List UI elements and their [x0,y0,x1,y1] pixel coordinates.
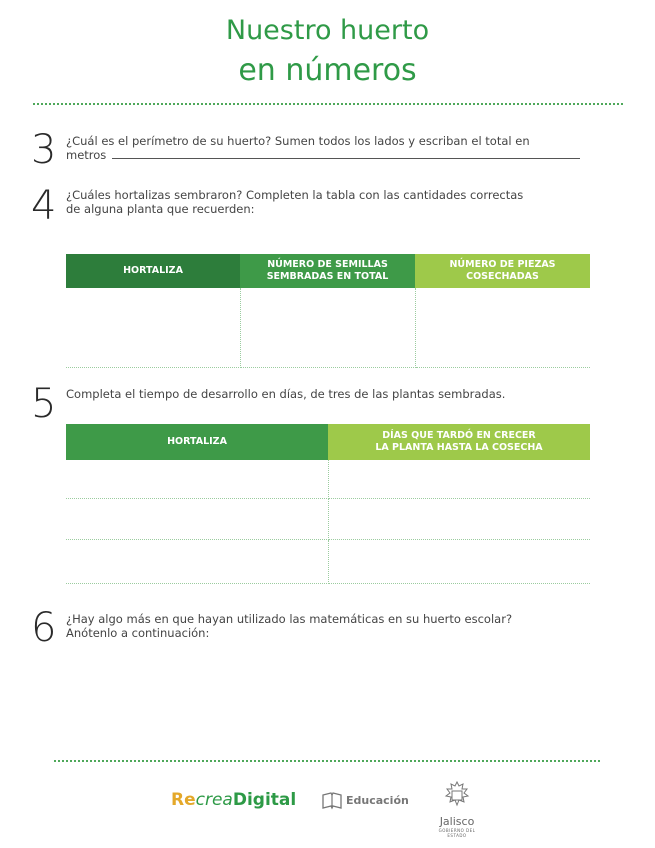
logo-crea: crea [195,790,233,810]
educacion-logo [322,792,409,832]
question-6-line-2: Anótenlo a continuación: [66,626,210,640]
growth-table-header-days-text: DÍAS QUE TARDÓ EN CRECER LA PLANTA HASTA LA COSECHA [375,430,543,453]
book-icon [322,792,342,810]
question-4-number: 4 [31,183,57,229]
crops-table-cell[interactable] [415,288,590,367]
question-5-text: Completa el tiempo de desarrollo en días, de tres de las plantas sembradas. [66,387,506,401]
page-title-line-1: Nuestro huerto [225,15,430,46]
growth-table-header-days [328,424,590,460]
crops-table-header-harvest-text: NÚMERO DE PIEZAS COSECHADAS [449,259,556,282]
educacion-text: Educación [346,794,409,807]
jalisco-seal-icon [440,780,474,810]
crops-table-cell[interactable] [66,288,240,367]
question-6-number: 6 [31,605,57,651]
growth-table-cell[interactable] [328,539,590,583]
question-3-line-2 [66,148,606,162]
crops-table-cell[interactable] [240,288,415,367]
growth-table-cell[interactable] [328,460,590,498]
bottom-divider [54,760,600,762]
growth-table-cell[interactable] [66,539,328,583]
question-6-text [66,612,606,640]
question-3-line-2-text: metros [66,148,107,162]
crops-table [66,254,590,368]
top-divider [33,103,623,105]
question-4-line-1: ¿Cuáles hortalizas sembraron? Completen la tabla con las cantidades correctas [66,188,524,202]
recrea-digital-logo [171,790,296,830]
question-4-line-2: de alguna planta que recuerden: [66,202,255,216]
growth-table [66,424,590,584]
logo-re: Re [171,790,196,810]
crops-table-header-seeds [240,254,415,288]
jalisco-logo [432,780,482,838]
question-6-line-1: ¿Hay algo más en que hayan utilizado las matemáticas en su huerto escolar? [66,612,513,626]
growth-table-header-crop: HORTALIZA [66,424,328,460]
jalisco-text: Jalisco [439,815,475,828]
question-3-text [66,134,606,162]
question-3-number: 3 [31,127,57,173]
question-3-line-1: ¿Cuál es el perímetro de su huerto? Sumen todos los lados y escriban el total en [66,134,530,148]
crops-table-header-crop: HORTALIZA [66,254,240,288]
perimeter-answer-line[interactable] [112,148,580,159]
jalisco-subtext: GOBIERNO DEL ESTADO [438,828,476,838]
question-5-number: 5 [31,381,57,427]
growth-table-cell[interactable] [66,498,328,539]
logo-digital: Digital [232,790,297,810]
growth-table-cell[interactable] [328,498,590,539]
question-4-text [66,188,606,216]
growth-table-cell[interactable] [66,460,328,498]
crops-table-header-seeds-text: NÚMERO DE SEMILLAS SEMBRADAS EN TOTAL [266,259,389,282]
crops-table-header-harvest [415,254,590,288]
page-title-line-2: en números [238,53,417,88]
